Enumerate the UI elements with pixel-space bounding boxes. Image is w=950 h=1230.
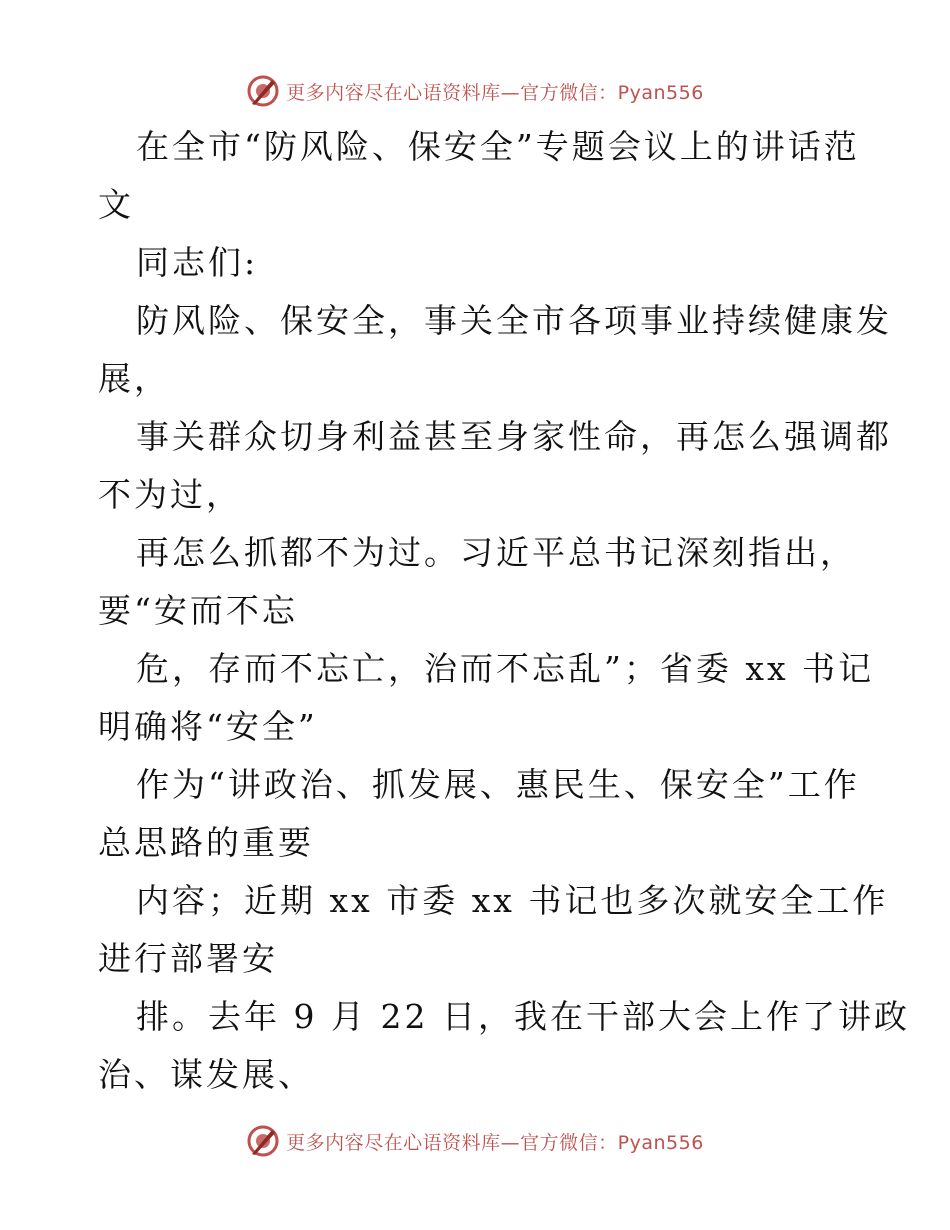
paragraph-line: 作为“讲政治、抓发展、惠民生、保安全”工作 xyxy=(136,765,860,804)
paragraph-line: 再怎么抓都不为过。习近平总书记深刻指出， xyxy=(136,533,856,572)
paragraph-line: 进行部署安 xyxy=(98,939,278,978)
document-title-line-2: 文 xyxy=(98,185,134,224)
quill-seal-icon xyxy=(246,74,280,108)
salutation: 同志们: xyxy=(136,243,259,282)
paragraph-line: 排。去年 9 月 22 日，我在干部大会上作了讲政 xyxy=(136,997,910,1036)
document-body xyxy=(98,118,910,1104)
paragraph-line: 内容；近期 xx 市委 xx 书记也多次就安全工作 xyxy=(136,881,889,920)
header-banner xyxy=(0,71,950,111)
document-title-line-1: 在全市“防风险、保安全”专题会议上的讲话范 xyxy=(136,127,860,166)
paragraph-line: 不为过， xyxy=(98,475,242,514)
paragraph-line: 事关群众切身利益甚至身家性命，再怎么强调都 xyxy=(136,417,892,456)
footer-banner xyxy=(0,1121,950,1161)
paragraph-line: 展， xyxy=(98,359,170,398)
paragraph-line: 防风险、保安全，事关全市各项事业持续健康发 xyxy=(136,301,892,340)
paragraph-line: 危，存而不忘亡，治而不忘乱”；省委 xx 书记 xyxy=(136,649,875,688)
quill-seal-icon xyxy=(246,1124,280,1158)
footer-banner-text: 更多内容尽在心语资料库—官方微信：Pyan556 xyxy=(286,1131,704,1154)
paragraph-line: 明确将“安全” xyxy=(98,707,318,746)
paragraph-line: 要“安而不忘 xyxy=(98,591,298,630)
paragraph-line: 治、谋发展、 xyxy=(98,1055,314,1094)
header-banner-text: 更多内容尽在心语资料库—官方微信：Pyan556 xyxy=(286,81,704,104)
paragraph-line: 总思路的重要 xyxy=(98,823,314,862)
